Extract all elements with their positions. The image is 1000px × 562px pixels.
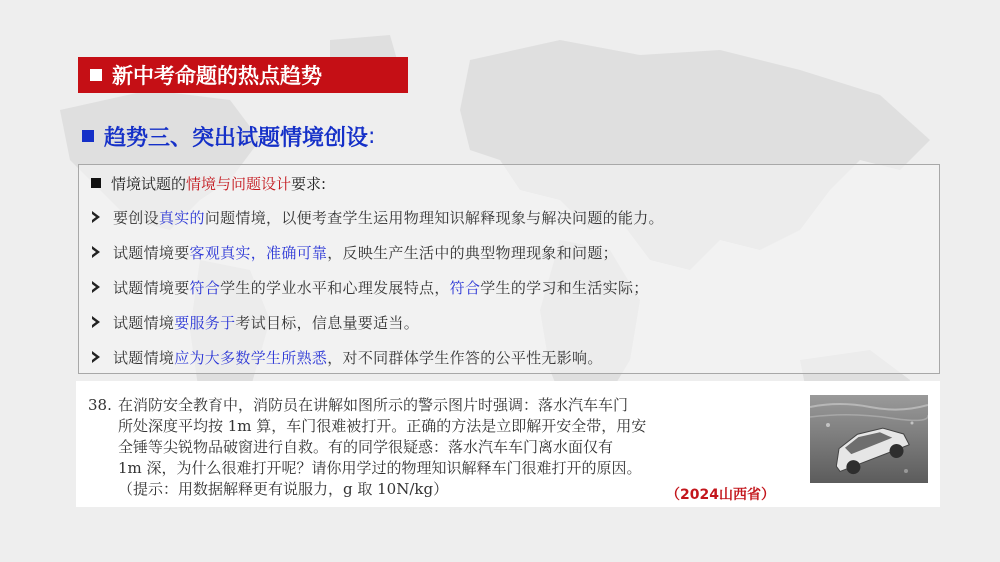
exam-question-line	[88, 416, 808, 437]
list-item-highlight: 符合	[189, 278, 221, 297]
arrow-right-icon	[89, 280, 103, 294]
list-item-text: 考试目标，信息量要适当。	[235, 313, 420, 332]
list-item	[89, 310, 419, 334]
arrow-right-icon	[89, 245, 103, 259]
exam-question-line	[88, 458, 808, 479]
section-title: 新中考命题的热点趋势	[112, 64, 322, 88]
square-bullet-icon	[82, 130, 94, 142]
list-item-text: 要创设	[113, 208, 159, 227]
list-item-text: 学生的学业水平和心理发展特点，	[220, 278, 450, 297]
exam-question-line	[88, 437, 808, 458]
arrow-right-icon	[89, 315, 103, 329]
list-item	[89, 240, 618, 264]
exam-line-text: 所处深度平均按 1m 算，车门很难被打开。正确的方法是立即解开安全带，用安	[118, 417, 647, 435]
square-bullet-icon	[91, 178, 101, 188]
trend-heading-colon: :	[368, 123, 376, 149]
list-item-highlight: 应为大多数学生所熟悉	[174, 348, 328, 367]
list-item-text: 试题情境要	[113, 243, 190, 262]
list-item-text: 学生的学习和生活实际；	[480, 278, 649, 297]
list-item-text: 试题情境	[113, 348, 175, 367]
exam-question-line	[88, 395, 808, 416]
exam-line-text: 1m 深，为什么很难打开呢？请你用学过的物理知识解释车门很难打开的原因。	[118, 459, 642, 477]
requirements-header-post: 要求:	[291, 174, 327, 193]
arrow-right-icon	[89, 350, 103, 364]
list-item-highlight: 客观真实，准确可靠	[189, 243, 328, 262]
requirements-box	[78, 164, 940, 374]
square-bullet-icon	[90, 69, 102, 81]
sunken-car-photo	[810, 395, 928, 483]
arrow-right-icon	[89, 210, 103, 224]
list-item-text: 试题情境要	[113, 278, 190, 297]
list-item	[89, 275, 649, 299]
requirements-header	[91, 172, 326, 194]
list-item-highlight: 要服务于	[174, 313, 236, 332]
trend-heading-text: 趋势三、突出试题情境创设	[104, 125, 369, 151]
exam-line-text: 全锤等尖锐物品破窗进行自救。有的同学很疑惑：落水汽车车门离水面仅有	[118, 438, 614, 456]
source-tag: （2024山西省）	[666, 487, 775, 503]
list-item-highlight: 真实的	[158, 208, 205, 227]
exam-question-panel	[76, 381, 940, 507]
list-item-highlight: 符合	[449, 278, 481, 297]
exam-line-text: 在消防安全教育中，消防员在讲解如图所示的警示图片时强调：落水汽车车门	[118, 396, 629, 414]
requirements-header-highlight: 情境与问题设计	[186, 174, 292, 193]
question-number: 38.	[88, 396, 112, 414]
list-item-text: 试题情境	[113, 313, 175, 332]
list-item	[89, 345, 603, 369]
exam-line-text: （提示：用数据解释更有说服力，g 取 10N/kg）	[118, 480, 449, 498]
list-item-text: ，反映生产生活中的典型物理现象和问题；	[327, 243, 618, 262]
requirements-header-pre: 情境试题的	[111, 174, 187, 193]
trend-heading	[82, 121, 375, 151]
list-item-text: ，对不同群体学生作答的公平性无影响。	[327, 348, 603, 367]
list-item-text: 问题情境，以便考查学生运用物理知识解释现象与解决问题的能力。	[204, 208, 664, 227]
section-title-bar	[78, 57, 408, 93]
list-item	[89, 205, 664, 229]
